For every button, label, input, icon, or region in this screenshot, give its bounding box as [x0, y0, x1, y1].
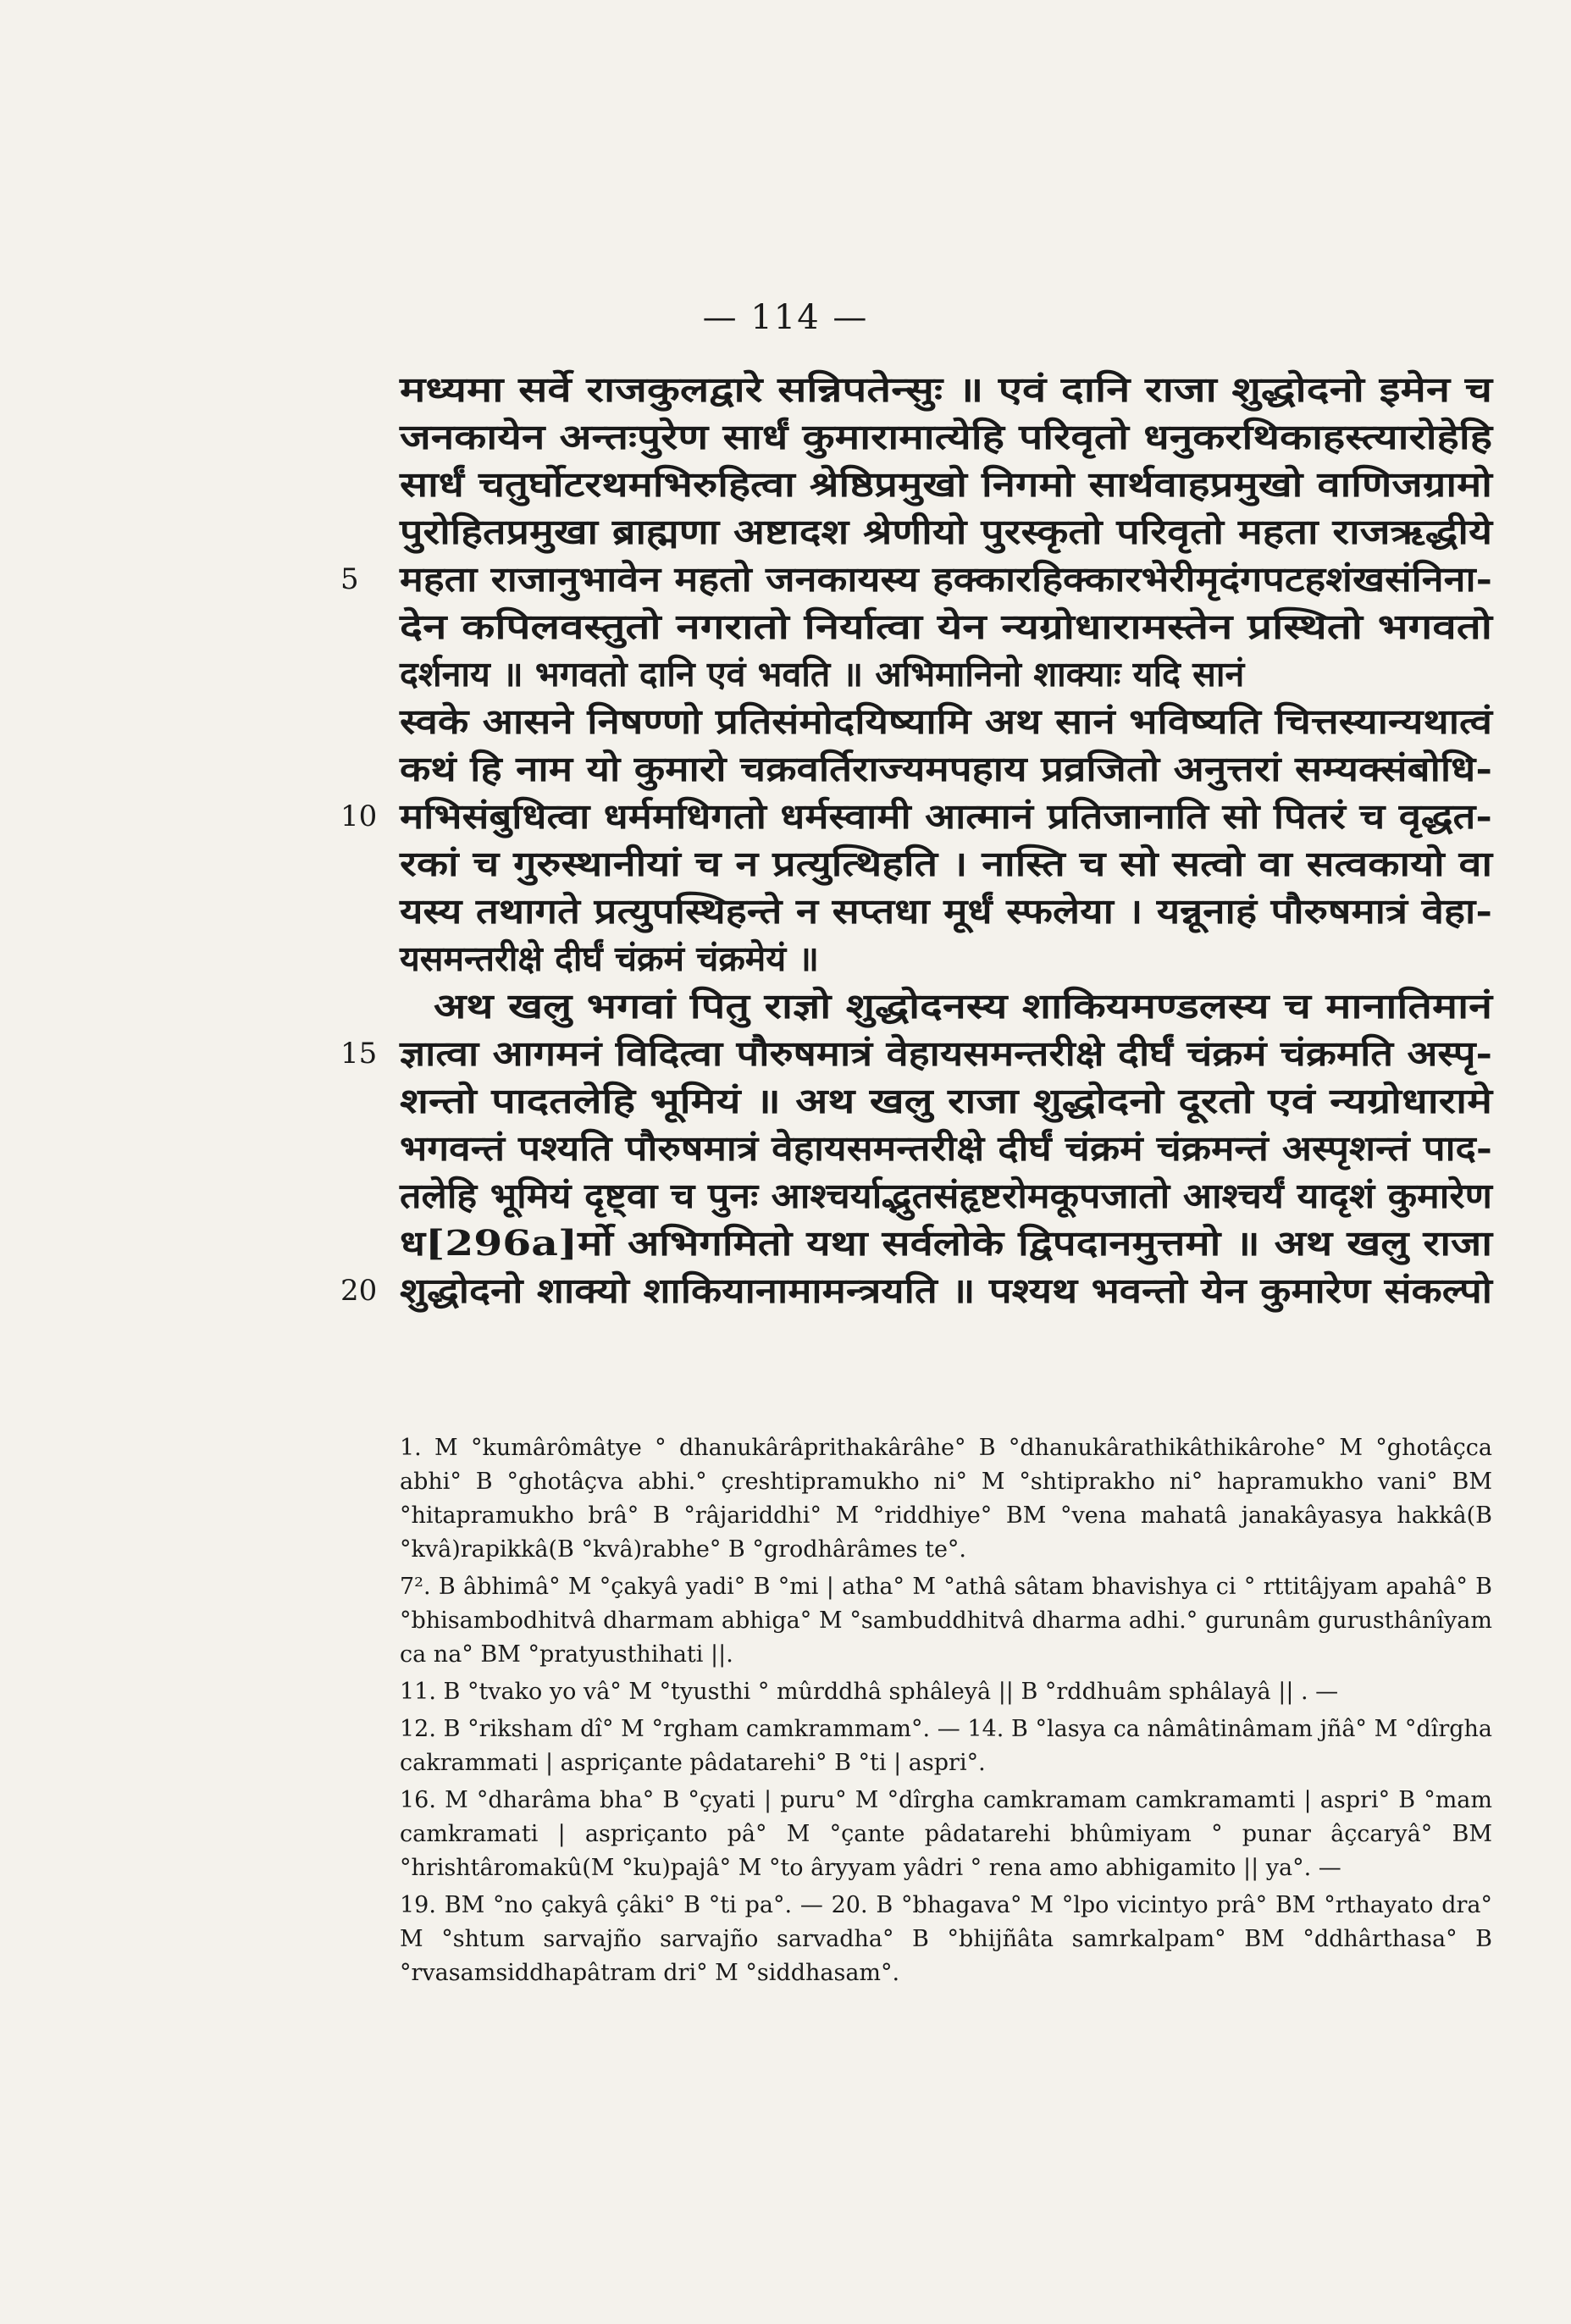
text-line — [340, 793, 1492, 840]
line-text: देन कपिलवस्तुतो नगरातो निर्यात्वा येन न्यग्रोधारामस्तेन प्रस्थितो भगवतो — [400, 606, 1492, 647]
text-line — [400, 840, 1492, 888]
line-text: ज्ञात्वा आगमनं विदित्वा पौरुषमात्रं वेहायसमन्तरीक्षे दीर्घं चंक्रमं चंक्रमति अस्पृ- — [400, 1033, 1492, 1074]
line-text: पुरोहितप्रमुखा ब्राह्मणा अष्टादश श्रेणीयो पुरस्कृतो परिवृतो महता राजऋद्धीये — [400, 512, 1492, 552]
main-text — [340, 366, 1492, 1314]
footnote: 19. BM °no çakyâ çâki° B °ti pa°. — 20. B °bhagava° M °lpo vicintyo prâ° BM °rthayato dra° M °shtum sarvajño sarvajño sarvadha° B °bhijñâta samrkalpam° BM °ddhârthasa° B °rvasamsiddhapâtram dri° M °siddhasam°. — [400, 1892, 1492, 1986]
text-line — [340, 556, 1492, 603]
line-text: महता राजानुभावेन महतो जनकायस्य हक्कारहिक्कारभेरीमृदंगपटहशंखसंनिना- — [400, 559, 1492, 600]
text-line — [400, 1172, 1492, 1220]
line-text: शन्तो पादतलेहि भूमियं ॥ अथ खलु राजा शुद्धोदनो दूरतो एवं न्यग्रोधारामे — [400, 1081, 1492, 1121]
line-text: सार्धं चतुर्घोटरथमभिरुहित्वा श्रेष्ठिप्रमुखो निगमो सार्थवाहप्रमुखो वाणिजग्रामो — [400, 464, 1492, 505]
line-text: जनकायेन अन्तःपुरेण सार्धं कुमारामात्येहि परिवृतो धनुकरथिकाहस्त्यारोहेहि — [400, 417, 1492, 457]
text-line — [400, 650, 1492, 698]
text-line — [400, 1077, 1492, 1125]
text-line — [400, 461, 1492, 508]
line-text: मध्यमा सर्वे राजकुलद्वारे सन्निपतेन्सुः ॥ एवं दानि राजा शुद्धोदनो इमेन च — [400, 369, 1492, 410]
line-text: ध[296a]र्मो अभिगमितो यथा सर्वलोके द्विपदानमुत्तमो ॥ अथ खलु राजा — [400, 1223, 1492, 1264]
line-text: यसमन्तरीक्षे दीर्घं चंक्रमं चंक्रमेयं ॥ — [400, 938, 819, 979]
footnote: 12. B °riksham dî° M °rgham camkrammam°. — 14. B °lasya ca nâmâtinâmam jñâ° M °dîrgha cakrammati | aspriçante pâdatarehi° B °ti | aspri°. — [400, 1716, 1492, 1776]
line-text: भगवन्तं पश्यति पौरुषमात्रं वेहायसमन्तरीक्षे दीर्घं चंक्रमं चंक्रमन्तं अस्पृशन्तं पाद- — [400, 1128, 1492, 1169]
line-text: अथ खलु भगवां पितु राज्ञो शुद्धोदनस्य शाकियमण्डलस्य च मानातिमानं — [434, 986, 1492, 1026]
line-number: 5 — [340, 562, 359, 596]
text-line — [400, 603, 1492, 650]
text-line — [400, 935, 1492, 982]
line-text: दर्शनाय ॥ भगवतो दानि एवं भवति ॥ अभिमानिनो शाक्याः यदि सानं — [400, 654, 1245, 694]
text-line — [400, 888, 1492, 935]
line-text: मभिसंबुधित्वा धर्ममधिगतो धर्मस्वामी आत्मानं प्रतिजानाति सो पितरं च वृद्धत- — [400, 796, 1492, 837]
footnote: 11. B °tvako yo vâ° M °tyusthi ° mûrddhâ sphâleyâ || B °rddhuâm sphâlayâ || . — — [400, 1679, 1339, 1705]
text-line — [400, 698, 1492, 745]
footnote: 1. M °kumârômâtye ° dhanukârâprithakârâhe° B °dhanukârathikâthikârohe° M °ghotâçca abhi° B °ghotâçva abhi.° çreshtipramukho ni° M °shtiprakho ni° hapramukho vani° BM °hitapramukho brâ° B °râjariddhi° M °riddhiye° BM °vena mahatâ janakâyasya hakkâ(B °kvâ)rapikkâ(B °kvâ)rabhe° B °grodhârâmes te°. — [400, 1435, 1492, 1563]
line-text: कथं हि नाम यो कुमारो चक्रवर्तिराज्यमपहाय प्रव्रजितो अनुत्तरां सम्यक्संबोधि- — [400, 749, 1492, 789]
line-text: तलेहि भूमियं दृष्ट्वा च पुनः आश्चर्याद्भुतसंहृष्टरोमकूपजातो आश्चर्यं यादृशं कुमारेण — [400, 1176, 1492, 1216]
text-line — [400, 745, 1492, 793]
page-number: — 114 — — [702, 298, 869, 337]
text-line — [400, 366, 1492, 413]
line-text: स्वके आसने निषण्णो प्रतिसंमोदयिष्यामि अथ सानं भविष्यति चित्तस्यान्यथात्वं — [400, 701, 1492, 742]
text-line — [400, 982, 1492, 1030]
line-text: रकां च गुरुस्थानीयां च न प्रत्युत्थिहति । नास्ति च सो सत्वो वा सत्वकायो वा — [400, 844, 1492, 884]
footnote: 16. M °dharâma bha° B °çyati | puru° M °dîrgha camkramam camkramamti | aspri° B °mam camkramati | aspriçanto pâ° M °çante pâdatarehi bhûmiyam ° punar âçcaryâ° BM °hrishtâromakû(M °ku)pajâ° M °to âryyam yâdri ° rena amo abhigamito || ya°. — — [400, 1787, 1492, 1881]
footnote: 7². B âbhimâ° M °çakyâ yadi° B °mi | atha° M °athâ sâtam bhavishya ci ° rttitâjyam apahâ° B °bhisambodhitvâ dharmam abhiga° M °sambuddhitvâ dharma adhi.° gurunâm gurusthânîyam ca na° BM °pratyusthihati ||. — [400, 1574, 1492, 1668]
text-line — [340, 1030, 1492, 1077]
text-line — [400, 1220, 1492, 1267]
text-line — [400, 413, 1492, 461]
text-line — [400, 508, 1492, 556]
line-number: 20 — [340, 1274, 378, 1308]
line-text: यस्य तथागते प्रत्युपस्थिहन्ते न सप्तधा मूर्धं स्फलेया । यन्नूनाहं पौरुषमात्रं वेहा- — [400, 891, 1492, 932]
line-text: शुद्धोदनो शाक्यो शाकियानामामन्त्रयति ॥ पश्यथ भवन्तो येन कुमारेण संकल्पो — [400, 1270, 1492, 1311]
line-number: 15 — [340, 1037, 378, 1071]
text-line — [340, 1267, 1492, 1314]
line-number: 10 — [340, 800, 378, 833]
footnotes — [400, 1431, 1492, 1994]
text-line — [400, 1125, 1492, 1172]
